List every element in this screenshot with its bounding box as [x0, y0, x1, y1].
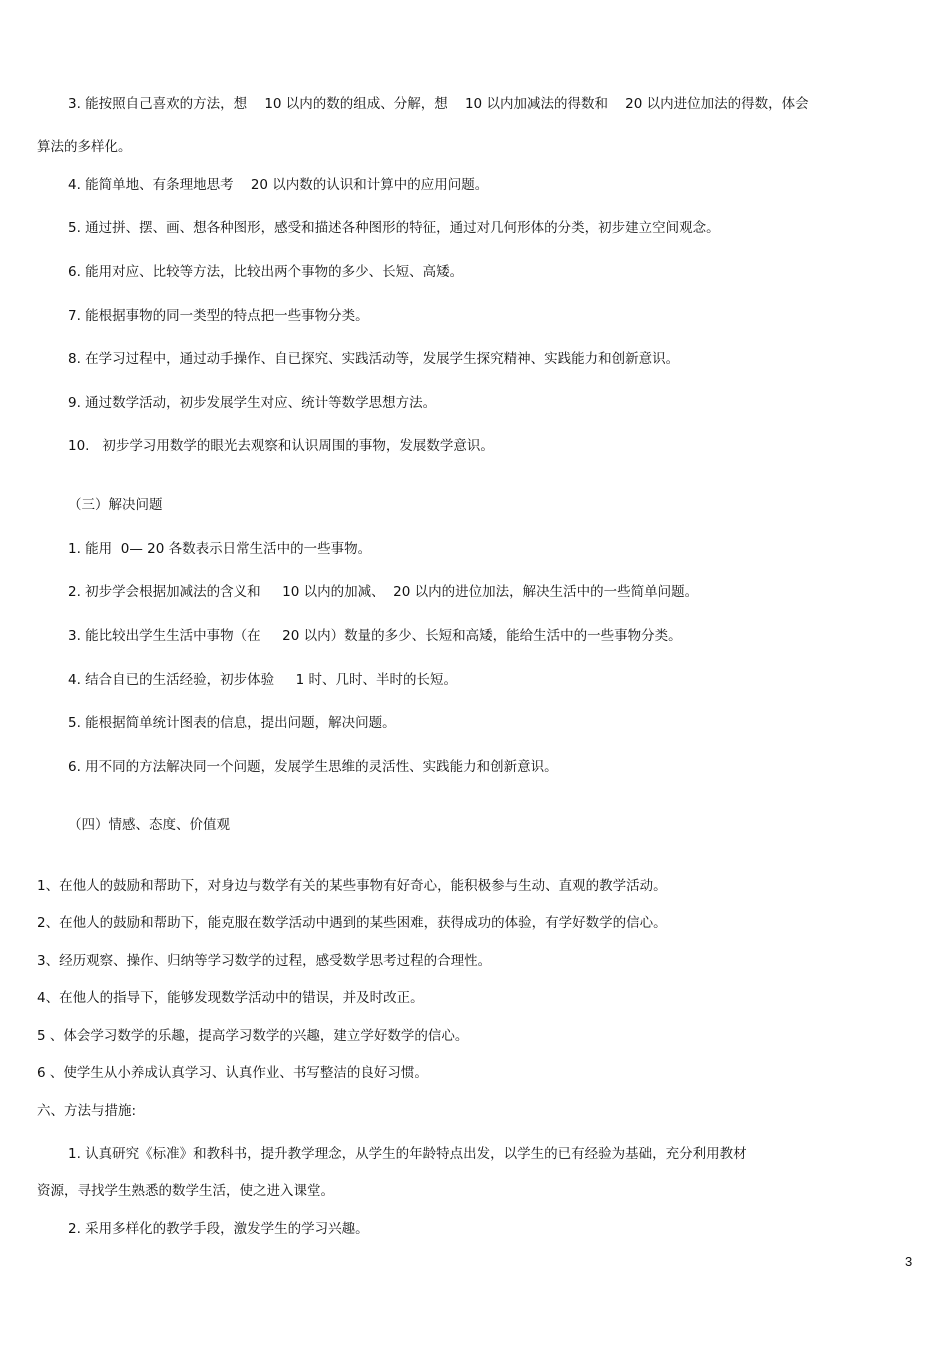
line-method-1b: 资源，寻找学生熟悉的数学生活，使之进入课堂。 [37, 1183, 334, 1199]
line-problem-1: 1. 能用 0— 20 各数表示日常生活中的一些事物。 [68, 541, 372, 557]
line-goal-7: 7. 能根据事物的同一类型的特点把一些事物分类。 [68, 308, 369, 324]
line-goal-3a: 3. 能按照自己喜欢的方法，想 10 以内的数的组成、分解，想 10 以内加减法的得数和 20 以内进位加法的得数，体会 [68, 96, 809, 112]
line-goal-8: 8. 在学习过程中，通过动手操作、自已探究、实践活动等，发展学生探究精神、实践能力和创新意识。 [68, 351, 680, 367]
line-emotion-6: 6 、使学生从小养成认真学习、认真作业、书写整洁的良好习惯。 [37, 1065, 428, 1081]
line-emotion-2: 2、在他人的鼓励和帮助下，能克服在数学活动中遇到的某些困难，获得成功的体验，有学好数学的信心。 [37, 915, 667, 931]
line-goal-9: 9. 通过数学活动，初步发展学生对应、统计等数学思想方法。 [68, 395, 437, 411]
line-problem-4: 4. 结合自已的生活经验，初步体验 1 时、几时、半时的长短。 [68, 672, 458, 688]
line-goal-5: 5. 通过拼、摆、画、想各种图形，感受和描述各种图形的特征，通过对几何形体的分类，初步建立空间观念。 [68, 220, 720, 236]
line-emotion-1: 1、在他人的鼓励和帮助下，对身边与数学有关的某些事物有好奇心，能积极参与生动、直观的教学活动。 [37, 878, 667, 894]
line-goal-6: 6. 能用对应、比较等方法，比较出两个事物的多少、长短、高矮。 [68, 264, 464, 280]
page-number: 3 [905, 1254, 913, 1269]
line-problem-5: 5. 能根据简单统计图表的信息，提出问题，解决问题。 [68, 715, 396, 731]
section-heading-methods: 六、方法与措施: [37, 1103, 137, 1119]
section-heading-problem-solving: （三）解决问题 [68, 497, 163, 513]
line-problem-3: 3. 能比较出学生生活中事物（在 20 以内）数量的多少、长短和高矮，能给生活中的一些事物分类。 [68, 628, 682, 644]
line-problem-6: 6. 用不同的方法解决同一个问题，发展学生思维的灵活性、实践能力和创新意识。 [68, 759, 558, 775]
line-goal-3b: 算法的多样化。 [37, 139, 132, 155]
line-method-1a: 1. 认真研究《标准》和教科书，提升教学理念，从学生的年龄特点出发，以学生的已有经验为基础，充分利用教材 [68, 1146, 747, 1162]
line-goal-10: 10. 初步学习用数学的眼光去观察和认识周围的事物，发展数学意识。 [68, 438, 494, 454]
line-goal-4: 4. 能简单地、有条理地思考 20 以内数的认识和计算中的应用问题。 [68, 177, 489, 193]
section-heading-emotion-attitude: （四）情感、态度、价值观 [68, 817, 230, 833]
line-problem-2: 2. 初步学会根据加减法的含义和 10 以内的加减、 20 以内的进位加法，解决生活中的一些简单问题。 [68, 584, 699, 600]
line-method-2: 2. 采用多样化的教学手段，激发学生的学习兴趣。 [68, 1221, 369, 1237]
line-emotion-4: 4、在他人的指导下，能够发现数学活动中的错误，并及时改正。 [37, 990, 424, 1006]
line-emotion-5: 5 、体会学习数学的乐趣，提高学习数学的兴趣，建立学好数学的信心。 [37, 1028, 469, 1044]
line-emotion-3: 3、经历观察、操作、归纳等学习数学的过程，感受数学思考过程的合理性。 [37, 953, 492, 969]
